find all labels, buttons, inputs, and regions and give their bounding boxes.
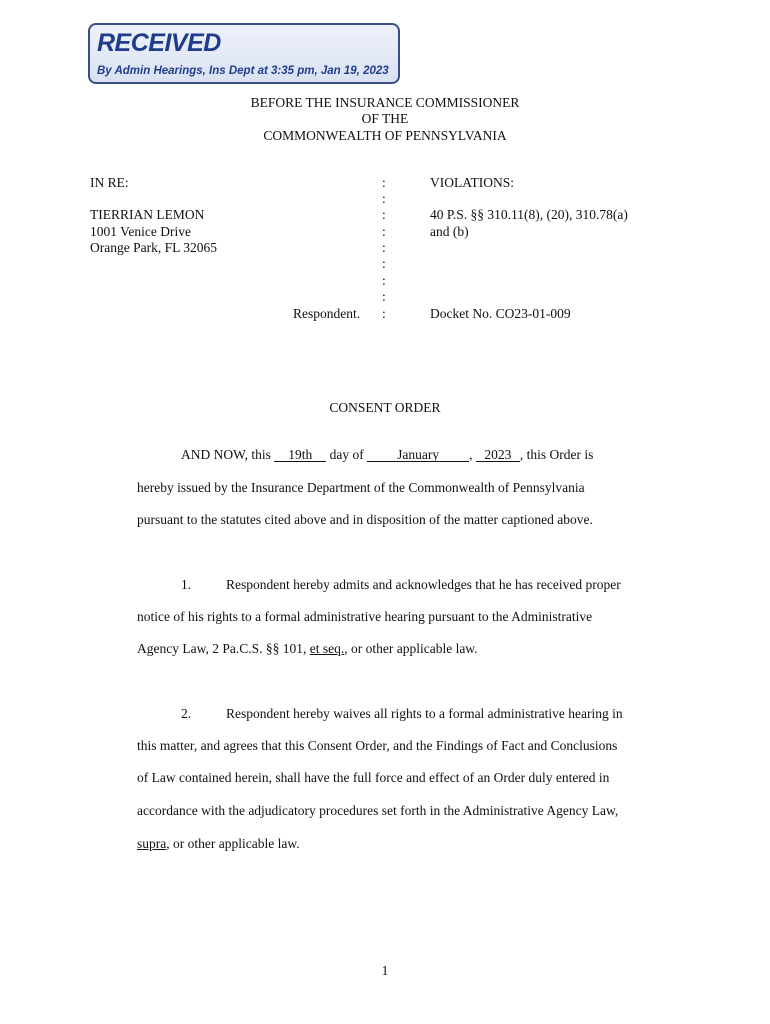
respondent-address-line-1: 1001 Venice Drive bbox=[90, 224, 191, 239]
supra-citation: supra bbox=[137, 836, 167, 851]
caption-colon: : bbox=[382, 273, 386, 288]
header-line-3: COMMONWEALTH OF PENNSYLVANIA bbox=[263, 128, 507, 143]
intro-month: January bbox=[367, 448, 469, 462]
caption-colon: : bbox=[382, 306, 386, 321]
header-line-1: BEFORE THE INSURANCE COMMISSIONER bbox=[250, 95, 520, 110]
header-line-2: OF THE bbox=[361, 111, 409, 126]
intro-prefix: AND NOW, this bbox=[181, 447, 271, 462]
para2-line-3: of Law contained herein, shall have the full force and effect of an Order duly entered in bbox=[137, 770, 610, 785]
intro-line-1 bbox=[181, 447, 593, 463]
para2-line-2: this matter, and agrees that this Consent Order, and the Findings of Fact and Conclusions bbox=[137, 738, 618, 753]
in-re-label: IN RE: bbox=[90, 175, 129, 190]
caption-colon: : bbox=[382, 207, 386, 222]
respondent-name: TIERRIAN LEMON bbox=[90, 207, 205, 222]
stamp-title: RECEIVED bbox=[97, 29, 221, 57]
caption-colon: : bbox=[382, 289, 386, 304]
respondent-address-line-2: Orange Park, FL 32065 bbox=[90, 240, 217, 255]
para2-line-4: accordance with the adjudicatory procedures set forth in the Administrative Agency Law, bbox=[137, 803, 619, 818]
et-seq-citation: et seq. bbox=[309, 641, 345, 656]
para1-line-3-prefix: Agency Law, 2 Pa.C.S. §§ 101, bbox=[137, 641, 307, 656]
para2-line-1: Respondent hereby waives all rights to a formal administrative hearing in bbox=[226, 706, 623, 721]
caption-colon: : bbox=[382, 240, 386, 255]
intro-year: 2023 bbox=[476, 448, 520, 462]
intro-comma: , bbox=[469, 447, 473, 462]
para1-line-3-suffix: , or other applicable law. bbox=[344, 641, 478, 656]
intro-day: 19th bbox=[274, 448, 326, 462]
para1-line-1: Respondent hereby admits and acknowledges that he has received proper bbox=[226, 577, 621, 592]
violations-label: VIOLATIONS: bbox=[430, 175, 514, 190]
violations-line-2: and (b) bbox=[430, 224, 469, 239]
intro-line-2: hereby issued by the Insurance Department of the Commonwealth of Pennsylvania bbox=[137, 480, 585, 495]
intro-line-3: pursuant to the statutes cited above and in disposition of the matter captioned above. bbox=[137, 512, 593, 527]
caption-colon: : bbox=[382, 256, 386, 271]
caption-colon: : bbox=[382, 191, 386, 206]
respondent-label: Respondent. bbox=[293, 306, 361, 321]
para1-line-2: notice of his rights to a formal administrative hearing pursuant to the Administrative bbox=[137, 609, 593, 624]
para2-line-5-suffix: , or other applicable law. bbox=[166, 836, 300, 851]
stamp-subtitle: By Admin Hearings, Ins Dept at 3:35 pm, Jan 19, 2023 bbox=[97, 65, 389, 77]
docket-number: Docket No. CO23-01-009 bbox=[430, 306, 571, 321]
para2-number: 2. bbox=[181, 706, 192, 721]
para2-line-5 bbox=[137, 836, 300, 852]
intro-day-of: day of bbox=[329, 447, 364, 462]
violations-line-1: 40 P.S. §§ 310.11(8), (20), 310.78(a) bbox=[430, 207, 628, 222]
caption-colon: : bbox=[382, 175, 386, 190]
caption-colon: : bbox=[382, 224, 386, 239]
document-title: CONSENT ORDER bbox=[329, 400, 441, 415]
intro-suffix: , this Order is bbox=[519, 447, 594, 462]
para1-line-3 bbox=[137, 641, 478, 657]
received-stamp bbox=[88, 23, 400, 84]
para1-number: 1. bbox=[181, 577, 192, 592]
page-number: 1 bbox=[381, 963, 389, 978]
